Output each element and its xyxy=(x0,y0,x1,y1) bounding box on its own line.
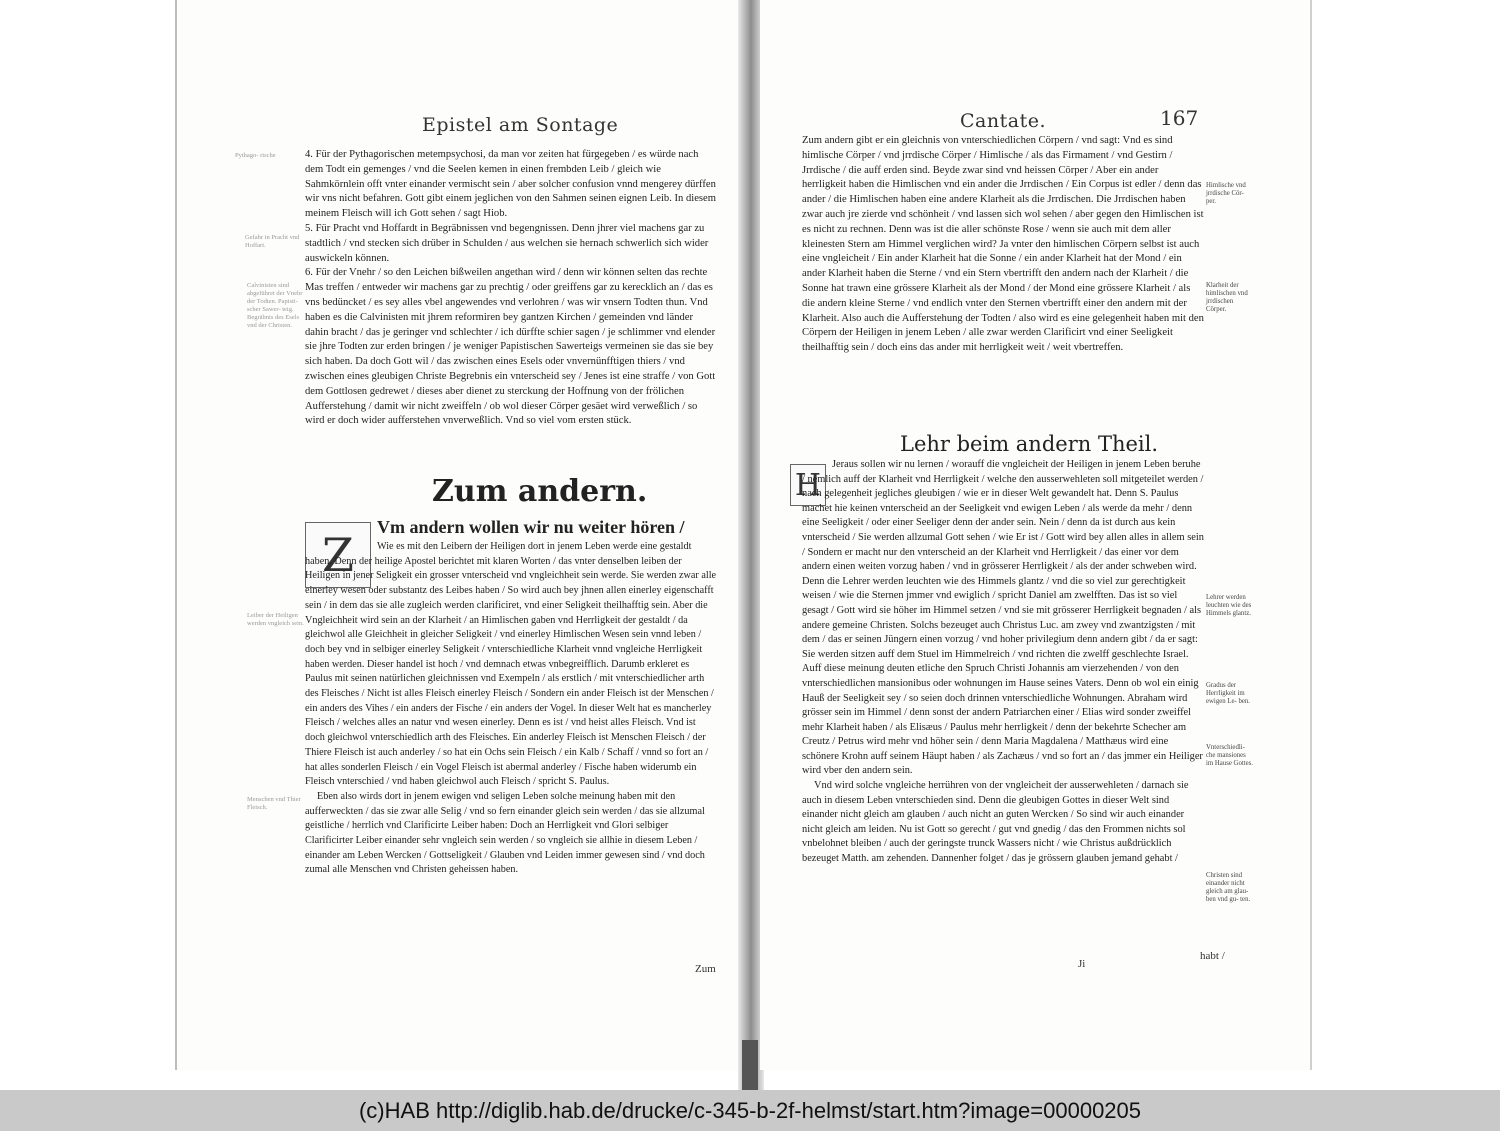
catchword-right: habt / xyxy=(1200,950,1225,962)
paragraph: Vnd wird solche vngleiche herrühren von der vngleicheit der ausserwehleten / darnach sie auch in diesem Leben vnterschieden sind. Denn die gleubigen Gottes in dieser Welt sind einander nicht gleich am glauben / auch nicht an guten Wercken / So sind wir auch einander nicht gleich am leiden. Nu ist Gott so gerecht / gut vnd gnedig / das den Frommen nichts sol vnbelohnet bleiben / auch der geringste trunck Wassers nicht / wie Christus außdrücklich bezeuget Matth. am zehenden. Dannenher folget / das je grössern glauben jemand gehabt / xyxy=(802,780,1189,865)
signature-mark: Ji xyxy=(1078,958,1086,970)
running-head-left: Epistel am Sontage xyxy=(422,114,619,136)
initial-letter: H xyxy=(794,467,822,503)
left-page xyxy=(175,0,747,1070)
margin-note: Menschen vnd Thier Fleisch. xyxy=(247,796,301,811)
right-text-part1 xyxy=(802,134,1204,356)
margin-note: Christen sind einander nicht gleich am glau- ben vnd gu- ten. xyxy=(1206,872,1251,903)
section-heading-left: Zum andern. xyxy=(432,474,648,509)
paragraph: 5. Für Pracht vnd Hoffardt in Begräbnissen vnd begengnissen. Denn jhrer viel machens gar zu stadtlich / vnd stecken sich drüber in Schulden / aus welchen sie hernach schwerlich sich wider auswickeln können. xyxy=(305,222,709,264)
gutter-shadow xyxy=(742,1040,758,1090)
paragraph: Jeraus sollen wir nu lernen / worauff die vngleicheit der Heiligen in jenem Leben beruhe / nemlich auff der Klarheit vnd Herrligkeit / welche den ausserwehleten soll mitgeteilet werden / nach gelegenheit jegliches gleubigen / wie er in dieser Welt gewandelt hat. Denn S. Paulus machet hie keinen vnterscheid an der Seeligkeit vnd ewigen Leben / als werde da mehr / denn eine Seeligkeit / oder einer Seeliger denn der ander sein. Nein / denn da ist durch aus kein vnterscheid / Sie werden allzumal Gott sehen / wie Er ist / Gott wird bey allen alles in allem sein / Sondern er macht nur den vnterscheid an der Klarheit vnd Herrligkeit / das einer vor dem andern einen weiten vorzug haben / vnd in grösserer Herrligkeit / als der ander schweben wird. Denn die Lehrer werden leuchten wie des Himmels glantz / vnd die so viel zur gerechtigkeit weisen / wie die Sternen jmmer vnd ewiglich / spricht Daniel am zwelfften. Das ist so viel gesagt / Gott wird sie höher im Himmel setzen / vnd sie mit grösserer Herrligkeit begnaden / als andere gemeine Christen. Solchs bezeuget auch Christus Luc. am zwey vnd zwantzigsten / mit dem / das er seinen Jüngern einen vorzug / vnd hoher privilegium denn andern gibt / da er sagt: Sie werden sitzen auff dem Stuel im Himmelreich / vnd richten die zwelff geschlechte Israel. Auff diese meinung deuten etliche den Spruch Christi Johannis am vierzehenden / von den vnterschiedlichen mansionibus oder wohnungen im Hause seines Vaters. Denn ob wol ein einig Hauß der Seeligkeit sey / so seien doch drinnen vnterschiedliche Wohnungen. Abraham wird grösser sein im Himmel / denn sonst der andern Patriarchen einer / Elias wird sonder zweiffel mehr Klarheit haben / als Elisæus / Paulus mehr herrligkeit / denn der bekehrte Schecher am Creutz / Petrus wird mehr vnd höher sein / denn Maria Magdalena / Matthæus wird eine schönere Krohn auff seinem Häupt haben / als Zachæus / vnd so fort an / das jmmer ein Heiliger wird vber den andern sein. xyxy=(802,459,1204,777)
margin-note: Klarheit der himlischen vnd jrrdischen Cörper. xyxy=(1206,282,1248,313)
running-head-right: Cantate. xyxy=(960,110,1046,132)
paragraph: 4. Für der Pythagorischen metempsychosi, da man vor zeiten hat fürgegeben / es würde nach dem Todt ein gemenges / vnd die Seelen kemen in einen frembden Leib / gleich wie Sahmkörnlein offt vnter einander vermischt sein / aber solcher confusion vnnd mengerey dürffen wir vns nicht befahren. Gott gibt einem jeglichen von den Sahmen seinen eignen Leib. In diesem meinem Fleisch will ich Gott sehen / sagt Hiob. xyxy=(305,149,716,220)
copyright-url[interactable]: (c)HAB http://diglib.hab.de/drucke/c-345-b-2f-helmst/start.htm?image=00000205 xyxy=(358,1097,1142,1123)
margin-note: Lehrer werden leuchten wie des Himmels glantz. xyxy=(1206,594,1252,617)
margin-note: Gradus der Herrligkeit im ewigen Le- ben. xyxy=(1206,682,1250,705)
paragraph: 6. Für der Vnehr / so den Leichen bißweilen angethan wird / denn wir können selten das rechte Mas treffen / entweder wir machens gar zu prechtig / oder greiffens gar zu kerecklich an / das es vns bedüncket / es sey alles vbel angewendes vnd verlohren / was wir vnsern Todten thun. Vnd haben es die Calvinisten mit jhrem reformiren bey gantzen Kirchen / gemeinden vnd länder dahin bracht / das je geringer vnd schlechter / ich dürffte schier sagen / je schlimmer vnd elender sie jhre Todten zur erden bringen / je weniger Papistischen Sawerteigs vermeinen sie das sie bey sich haben. Da doch Gott wil / das zwischen eines Esels oder vnvernünfftigen thiers / vnd zwischen eines gleubigen Christe Begrebnis ein vnterscheid sey / Jenes ist eine straffe / von Gott dem Gottlosen gedrewet / dieses aber dienet zu sterckung der Hoffnung von der frölichen Aufferstehung / damit wir nicht zweiffeln / ob wol dieser Cörper gesäet wird verweßlich / so wird er doch wider aufferstehen vnverweßlich. Vnd so viel vom ersten stück. xyxy=(305,267,716,427)
copyright-footer xyxy=(0,1090,1500,1131)
margin-note: Gefahr in Pracht vnd Hoffart. xyxy=(245,234,300,249)
margin-note: Calvinisten sind abgeführet der Vnehr der Todten. Papisti- scher Sawer- teig. Begräbnis des Esels vnd der Christen. xyxy=(247,282,303,329)
margin-note: Leiber der Heiligen werden vngleich sein. xyxy=(247,612,304,627)
margin-note: Vnterschiedli- che mansiones im Hause Gottes. xyxy=(1206,744,1254,767)
right-text-part2 xyxy=(802,458,1204,867)
right-page xyxy=(760,0,1312,1070)
left-text-part1 xyxy=(305,148,717,429)
section-heading-right: Lehr beim andern Theil. xyxy=(900,432,1159,456)
lead-line: Vm andern wollen wir nu weiter hören / xyxy=(377,517,685,537)
margin-note: Himlische vnd jrrdische Cör- per. xyxy=(1206,182,1246,205)
paragraph: Zum andern gibt er ein gleichnis von vnterschiedlichen Cörpern / vnd sagt: Vnd es sind himlische Cörper / vnd jrrdische Cörper / Himlische / als das Firmament / vnd Gestirn / Jrrdische / die auff erden sind. Beyde zwar sind vnd heissen Cörper / Aber ein ander herrligkeit haben die Himlischen vnd ein ander die Jrrdischen / Ein Corpus ist edler / denn das ander / die Himlischen haben eine andere Klarheit als die Jrrdischen. Die Jrrdischen haben zwar auch jre zierde vnd schönheit / vnd lassen sich wol sehen / aber gegen den Himlischen ist es nicht zu rechnen. Denn was ist die aller schönste Rose / wenn sie auch mit dem aller kleinesten Stern am Himmel verglichen wird? Ja vnter den himlischen Cörpern selbst ist auch eine vngleicheit / Ein ander Klarheit hat die Sonne / ein ander Klarheit hat der Mond / ein ander Klarheit haben die Sterne / vnd ein Stern vbertrifft den andern nach der Klarheit / die Sonne hat trawn eine grössere Klarheit als der Mond / der Mond eine grössere Klarheit / als die andern kleine Sterne / vnd endlich vnter den Sternen vbertrifft einer den andern mit der Klarheit. Also auch die Aufferstehung der Todten / also wird es eine gelegenheit haben mit den Cörpern der Heiligen in jenem Leben / alle zwar werden Clarificirt vnd einer Seeligkeit theilhafftig sein / doch eins das ander mit herrligkeit weit / weit vbertreffen. xyxy=(802,135,1204,354)
paragraph: Eben also wirds dort in jenem ewigen vnd seligen Leben solche meinung haben mit den aufferweckten / das sie zwar alle Selig / vnd so fern einander gleich sein werden / das sie allzumal geistliche / herrlich vnd Clarificirte Leiber haben: Doch an Herrligkeit vnd Glori selbiger Clarificirter Leiber einander sehr vngleich sein werden / so vngleich sie allhie in diesem Leben / einander am Leben Wercken / Gottseligkeit / Glauben vnd Leiden immer gewesen sind / vnd doch zumal alle Menschen vnd Christen geheissen haben. xyxy=(305,790,705,876)
initial-letter: Z xyxy=(322,528,354,582)
paragraph: Wie es mit den Leibern der Heiligen dort in jenem Leben werde eine gestaldt haben. Denn der heilige Apostel berichtet mit klaren Worten / das vnter denselben leiben der Heiligen in jener Seligkeit ein grosser vnterscheid vnd vngleichheit sein werde. Sie werden zwar alle einerley wesen oder substantz des Leibes haben / So wird auch bey jhnen allen einerley eigenschafft sein / in dem das sie alle zugleich werden clarificiret, vnd einer Seligkeit theilhafftig sein. Aber die Vngleichheit wird sein an der Klarheit / an Himlischen gaben vnd Herrligkeit der gestaldt / da gleichwol alle Gleichheit in gleicher Seligkeit / vnd einerley Himlischen Wesen sein vnnd leben / doch bey vnd in selbiger einerley Seligkeit / vnterschiedliche Klarheit vnnd vngleiche Herrligkeit haben werden. Dieser handel ist hoch / vnd demnach etwas vnbegreifflich. Darumb erkleret es Paulus mit seinen natürlichen gleichnissen vnd Exempeln / als erstlich / mit vnterschiedlicher arth des Fleisches / Nicht ist alles Fleisch einerley Fleisch / Sondern ein ander Fleisch ist der Menschen / ein anders des Vihes / ein anders der Fische / ein anders der Vogel. In dieser Welt hat es mancherley Fleisch / welches alles an natur vnd wesen einerley. Denn es ist / vnd heist alles Fleisch. Vnd ist doch gleichwol vnterschiedlich arth des Fleisches. Ein anderley Fleisch ist Menschen Fleisch / der Thiere Fleisch ist auch anderley / so hat ein Ochs sein Fleisch / ein Kalb / Schaff / vnnd so fort an / hat alles sonderlen Fleisch / ein Vogel Fleisch ist abermal anderley / Fische haben widerumb ein Fleisch vnterschied / vnd haben gleichwol auch Fleisch / spricht S. Paulus. xyxy=(305,541,717,788)
catchword-left: Zum xyxy=(695,963,716,975)
left-text-part2 xyxy=(305,540,717,878)
margin-note: Pythago- rische xyxy=(235,152,276,159)
folio-number: 167 xyxy=(1160,106,1199,130)
